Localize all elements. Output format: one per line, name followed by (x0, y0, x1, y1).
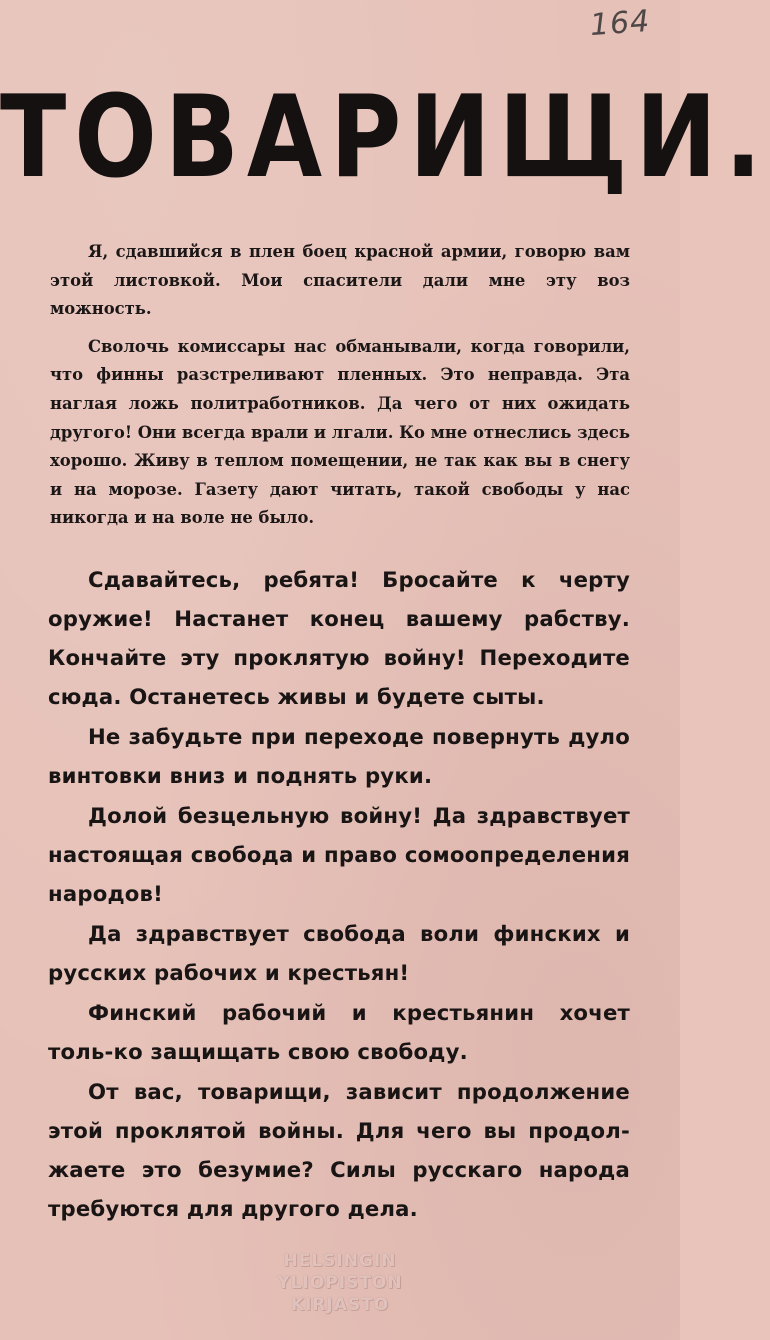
intro-section (50, 238, 630, 533)
intro-paragraph: Сволочь комиссары нас обманывали, когда говорили, что финны разстреливают пленных. Это неправда. Эта наглая ложь политработников. Да чего от них ожидать другого! Они всегда врали и лгали. Ко мне отнеслись здесь хорошо. Живу в теплом помещении, не так как вы в снегу и на морозе. Газету дают читать, такой свободы у нас никогда и на воле не было. (50, 336, 630, 528)
library-stamp (0, 1250, 680, 1316)
handwritten-page-number: 164 (588, 3, 652, 44)
appeal-paragraph: Долой безцельную войну! Да здравствует настоящая свобода и право сомоопределения народов! (48, 803, 630, 906)
stamp-line: HELSINGIN (283, 1251, 397, 1271)
appeal-section (48, 560, 630, 1228)
intro-paragraph: Я, сдавшийся в плен боец красной армии, говорю вам этой листовкой. Мои спасители дали мне эту воз можность. (50, 242, 630, 319)
appeal-paragraph: Не забудьте при переходе повернуть дуло винтовки вниз и поднять руки. (48, 724, 630, 788)
stamp-line: KIRJASTO (290, 1295, 390, 1315)
leaflet-headline: ТОВАРИЩИ. (0, 71, 770, 204)
appeal-paragraph: Финский рабочий и крестьянин хочет толь-ко защищать свою свободу. (48, 1000, 630, 1064)
appeal-paragraph: Сдавайтесь, ребята! Бросайте к черту оружие! Настанет конец вашему рабству. Кончайте эту проклятую войну! Переходите сюда. Останетесь живы и будете сыты. (48, 567, 630, 709)
appeal-paragraph: От вас, товарищи, зависит продолжение этой проклятой войны. Для чего вы продол-жаете это безумие? Силы русскаго народа требуются для другого дела. (48, 1079, 630, 1221)
appeal-paragraph: Да здравствует свобода воли финских и русских рабочих и крестьян! (48, 921, 630, 985)
stamp-line: YLIOPISTON (277, 1273, 403, 1293)
